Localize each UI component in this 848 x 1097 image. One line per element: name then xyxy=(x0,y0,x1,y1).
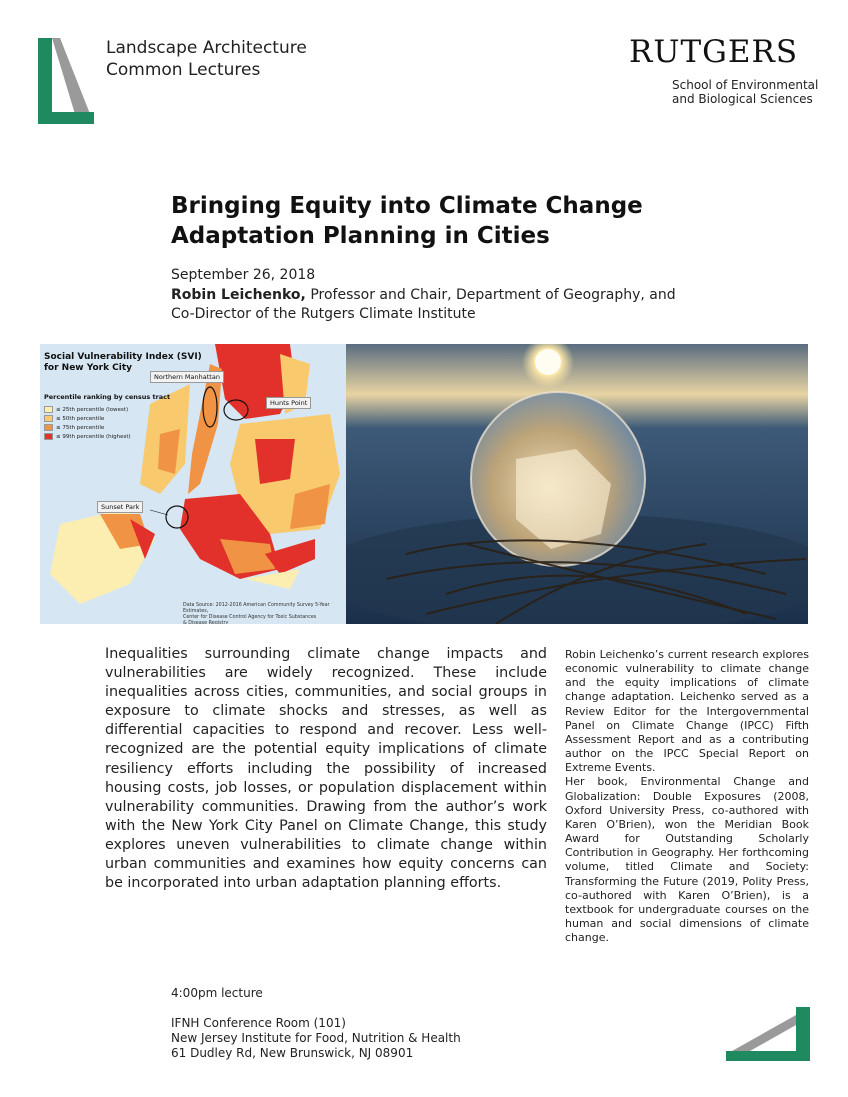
title-line-2: Adaptation Planning in Cities xyxy=(171,223,550,249)
school-name xyxy=(672,78,818,106)
footer-logo-icon xyxy=(726,1007,810,1061)
lecture-abstract xyxy=(105,645,547,893)
legend-label: ≤ 50th percentile xyxy=(56,415,105,422)
venue-institute: New Jersey Institute for Food, Nutrition & Health xyxy=(171,1031,461,1045)
school-line-1: School of Environmental xyxy=(672,78,819,92)
legend-item xyxy=(44,415,104,422)
speaker-role: Professor and Chair, Department of Geography, and Co-Director of the Rutgers Climate Institute xyxy=(171,287,676,322)
legend-label: ≤ 75th percentile xyxy=(56,424,105,431)
series-line-1: Landscape Architecture xyxy=(106,38,307,58)
bio-paragraph-2: Her book, Environmental Change and Globalization: Double Exposures (2008, Oxford University Press, co-authored with Karen O’Brien), won the Meridian Book Award for Outstanding Scholarly Contribution in Geography. Her forthcoming volume, titled Climate and Society: Transforming the Future (2019, Polity Press, co-authored with Karen O’Brien), is a textbook for undergraduate courses on the human and social dimensions of climate change. xyxy=(565,775,809,945)
bio-paragraph-1: Robin Leichenko’s current research explores economic vulnerability to climate change and the equity implications of climate change adaptation. Leichenko served as a Review Editor for the Intergovernmental Panel on Climate Change (IPCC) Fifth Assessment Report and as a contributing author on the IPCC Special Report on Extreme Events. xyxy=(565,648,809,775)
speaker-name: Robin Leichenko, xyxy=(171,287,306,303)
legend-item xyxy=(44,406,128,413)
legend-label: ≤ 25th percentile (lowest) xyxy=(56,406,129,413)
landscape-architecture-logo-icon xyxy=(38,38,94,124)
lecture-title xyxy=(171,191,671,251)
callout-hunts-point: Hunts Point xyxy=(266,397,311,409)
speaker-info xyxy=(171,286,691,324)
legend-item xyxy=(44,424,104,431)
svi-map-image xyxy=(40,344,346,624)
series-line-2: Common Lectures xyxy=(106,60,261,80)
rutgers-wordmark: RUTGERS xyxy=(629,34,799,70)
legend-item xyxy=(44,433,131,440)
frozen-bubble-photo xyxy=(346,344,808,624)
map-source-line-3: & Disease Registry xyxy=(183,621,229,624)
school-line-2: and Biological Sciences xyxy=(672,92,813,106)
abstract-paragraph: Inequalities surrounding climate change impacts and vulnerabilities are widely recognized. These include inequalities across cities, communities, and social groups in exposure to climate shocks and stresses, as well as differential capacities to respond and recover. Less well-recognized are the potential equity implications of climate resiliency efforts including the possibility of increased housing costs, job losses, or population displacement within vulnerability communities. Drawing from the author’s work with the New York City Panel on Climate Change, this study explores uneven vulnerabilities to climate change within urban communities and examines how equity concerns can be incorporated into urban adaptation planning efforts. xyxy=(105,646,547,892)
nyc-map-graphic xyxy=(40,344,346,624)
speaker-bio xyxy=(565,648,809,945)
lecture-date: September 26, 2018 xyxy=(171,267,316,283)
map-source-line-1: Data Source: 2012-2016 American Community Survey 5-Year Estimates, xyxy=(183,603,330,614)
lecture-series-name xyxy=(106,37,307,81)
venue-details xyxy=(171,1016,461,1061)
map-source-line-2: Center for Disease Control Agency for Toxic Substances xyxy=(183,615,317,620)
legend-label: ≤ 99th percentile (highest) xyxy=(56,433,131,440)
map-title-line-1: Social Vulnerability Index (SVI) xyxy=(44,352,202,362)
lecture-time: 4:00pm lecture xyxy=(171,986,263,1000)
map-data-source xyxy=(183,603,346,624)
map-title-line-2: for New York City xyxy=(44,363,133,373)
venue-room: IFNH Conference Room (101) xyxy=(171,1016,346,1030)
venue-address: 61 Dudley Rd, New Brunswick, NJ 08901 xyxy=(171,1046,414,1060)
callout-northern-manhattan: Northern Manhattan xyxy=(150,371,224,383)
map-legend-title: Percentile ranking by census tract xyxy=(44,393,171,401)
title-line-1: Bringing Equity into Climate Change xyxy=(171,193,643,219)
callout-sunset-park: Sunset Park xyxy=(97,501,143,513)
